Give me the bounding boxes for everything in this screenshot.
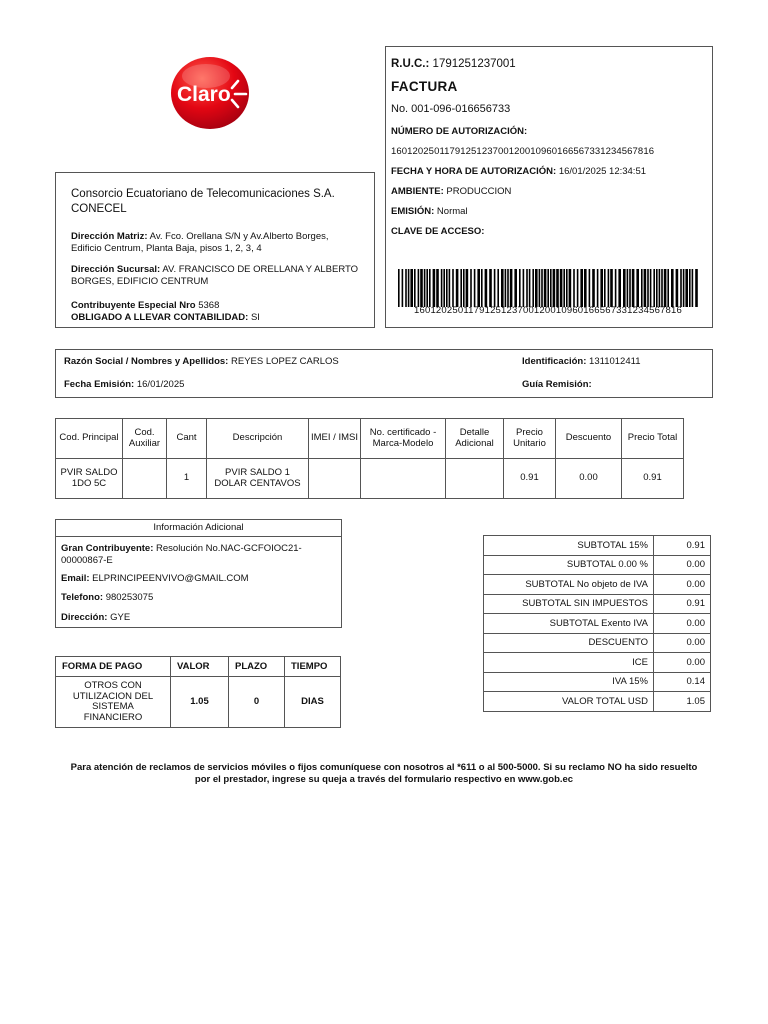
barcode-bar	[667, 269, 669, 307]
direccion-label: Dirección:	[61, 612, 108, 623]
total-row	[484, 672, 711, 692]
total-label: IVA 15%	[484, 672, 654, 692]
barcode-bar	[420, 269, 423, 307]
auth-number: 1601202501179125123700120010960166567331234567816	[391, 146, 655, 157]
barcode-bar	[553, 269, 556, 307]
barcode-bar	[573, 269, 575, 307]
svg-text:Claro: Claro	[177, 83, 231, 106]
cliente-box	[55, 349, 713, 398]
total-value: 1.05	[654, 692, 711, 712]
cell-cod-principal: PVIR SALDO 1DO 5C	[56, 459, 123, 499]
barcode-bar	[695, 269, 698, 307]
claro-logo	[170, 56, 256, 130]
invoice-number: No. 001-096-016656733	[391, 103, 511, 115]
barcode-bar	[623, 269, 626, 307]
col-plazo: PLAZO	[229, 657, 285, 677]
total-value: 0.00	[654, 633, 711, 653]
total-label: SUBTOTAL Exento IVA	[484, 614, 654, 634]
barcode-bar	[408, 269, 410, 307]
emision	[391, 206, 712, 217]
barcode-bar	[456, 269, 459, 307]
barcode-bar	[494, 269, 496, 307]
fecha-emision-label: Fecha Emisión:	[64, 379, 135, 390]
direccion-sucursal	[71, 264, 360, 287]
cell-plazo: 0	[229, 677, 285, 728]
cell-forma: OTROS CON UTILIZACION DEL SISTEMA FINANCIERO	[56, 677, 171, 728]
total-value: 0.14	[654, 672, 711, 692]
barcode-bar	[398, 269, 400, 307]
barcode-bar	[580, 269, 583, 307]
ruc	[391, 58, 712, 70]
barcode-bar	[426, 269, 428, 307]
col-forma-pago: FORMA DE PAGO	[56, 657, 171, 677]
barcode-bar	[632, 269, 635, 307]
barcode-bar	[441, 269, 443, 307]
barcode-bar	[584, 269, 587, 307]
obligado-contabilidad	[71, 312, 360, 324]
sucursal-label: Dirección Sucursal:	[71, 264, 161, 275]
guia-label: Guía Remisión:	[522, 379, 592, 390]
email-label: Email:	[61, 573, 90, 584]
cell-tiempo: DIAS	[285, 677, 341, 728]
total-value: 0.00	[654, 575, 711, 595]
barcode-bar	[446, 269, 448, 307]
total-value: 0.00	[654, 555, 711, 575]
razon-label: Razón Social / Nombres y Apellidos:	[64, 356, 229, 367]
barcode-bar	[627, 269, 629, 307]
barcode-bar	[650, 269, 652, 307]
barcode-number: 1601202501179125123700120010960166567331234567816	[414, 305, 682, 316]
info-title: Información Adicional	[56, 520, 341, 537]
barcode-bar	[550, 269, 552, 307]
barcode-bar	[685, 269, 688, 307]
barcode-bar	[436, 269, 439, 307]
cell-detalle	[446, 459, 504, 499]
auth-date	[391, 166, 712, 177]
barcode-bar	[410, 269, 413, 307]
ruc-value: 1791251237001	[432, 58, 516, 70]
clave-acceso-label: CLAVE DE ACCESO:	[391, 226, 485, 237]
barcode-bar	[608, 269, 610, 307]
detail-header-row	[56, 419, 684, 459]
barcode-bar	[600, 269, 603, 307]
barcode-bar	[680, 269, 682, 307]
barcode-bar	[618, 269, 621, 307]
col-cant: Cant	[167, 419, 207, 459]
barcode-bar	[477, 269, 480, 307]
barcode-bar	[636, 269, 639, 307]
direccion	[61, 612, 130, 623]
direccion-matriz	[71, 231, 360, 254]
cell-cant: 1	[167, 459, 207, 499]
guia-remision	[522, 379, 592, 390]
cell-valor: 1.05	[171, 677, 229, 728]
barcode-bar	[577, 269, 579, 307]
telefono-value: 980253075	[105, 592, 154, 603]
total-value: 0.91	[654, 536, 711, 556]
total-label: SUBTOTAL 0.00 %	[484, 555, 654, 575]
col-descuento: Descuento	[556, 419, 622, 459]
invoice-title: FACTURA	[391, 79, 458, 94]
gran-label: Gran Contribuyente:	[61, 543, 154, 554]
barcode-bar	[514, 269, 517, 307]
barcode-bar	[653, 269, 655, 307]
barcode-bar	[569, 269, 572, 307]
barcode-bar	[689, 269, 691, 307]
pago-header-row	[56, 657, 341, 677]
contrib-value: 5368	[198, 300, 220, 311]
barcode-bar	[532, 269, 534, 307]
barcode-bar	[539, 269, 541, 307]
barcode-bar	[485, 269, 488, 307]
barcode-bar	[656, 269, 658, 307]
emision-value: Normal	[436, 206, 468, 217]
total-label: VALOR TOTAL USD	[484, 692, 654, 712]
total-row	[484, 633, 711, 653]
col-precio-total: Precio Total	[622, 419, 684, 459]
table-row	[56, 459, 684, 499]
total-value: 0.00	[654, 653, 711, 673]
barcode-icon	[398, 269, 698, 307]
barcode-bar	[424, 269, 426, 307]
razon-social	[64, 356, 339, 367]
barcode-bar	[610, 269, 613, 307]
ruc-label: R.U.C.:	[391, 58, 430, 70]
barcode-bar	[405, 269, 407, 307]
ident-value: 1311012411	[589, 356, 641, 367]
email-value: ELPRINCIPEENVIVO@GMAIL.COM	[92, 573, 249, 584]
total-label: DESCUENTO	[484, 633, 654, 653]
barcode-bar	[519, 269, 521, 307]
total-label: SUBTOTAL No objeto de IVA	[484, 575, 654, 595]
barcode-bar	[523, 269, 525, 307]
col-precio-unitario: Precio Unitario	[504, 419, 556, 459]
barcode-bar	[647, 269, 649, 307]
barcode-bar	[474, 269, 476, 307]
identificacion	[522, 356, 640, 367]
contrib-label: Contribuyente Especial Nro	[71, 300, 196, 311]
total-value: 0.91	[654, 594, 711, 614]
barcode-bar	[692, 269, 694, 307]
barcode-bar	[429, 269, 431, 307]
totals-table	[483, 535, 711, 712]
col-imei: IMEI / IMSI	[309, 419, 361, 459]
total-value: 0.00	[654, 614, 711, 634]
barcode-bar	[481, 269, 483, 307]
total-row	[484, 594, 711, 614]
barcode-bar	[489, 269, 492, 307]
barcode-bar	[470, 269, 472, 307]
barcode-bar	[664, 269, 667, 307]
barcode-bar	[414, 269, 416, 307]
barcode-bar	[659, 269, 661, 307]
cell-cod-auxiliar	[123, 459, 167, 499]
barcode-bar	[604, 269, 606, 307]
info-adicional-box	[55, 519, 342, 628]
obligado-label: OBLIGADO A LLEVAR CONTABILIDAD:	[71, 311, 249, 323]
cell-certificado	[361, 459, 446, 499]
barcode-bar	[556, 269, 559, 307]
col-valor: VALOR	[171, 657, 229, 677]
ambiente-label: AMBIENTE:	[391, 186, 444, 197]
cell-imei	[309, 459, 361, 499]
col-tiempo: TIEMPO	[285, 657, 341, 677]
cell-descripcion: PVIR SALDO 1 DOLAR CENTAVOS	[207, 459, 309, 499]
barcode-bar	[671, 269, 674, 307]
barcode-bar	[526, 269, 528, 307]
barcode-bar	[452, 269, 454, 307]
barcode-bar	[644, 269, 647, 307]
barcode-bar	[683, 269, 685, 307]
cell-precio-unitario: 0.91	[504, 459, 556, 499]
razon-value: REYES LOPEZ CARLOS	[231, 356, 339, 367]
col-detalle: Detalle Adicional	[446, 419, 504, 459]
direccion-value: GYE	[110, 612, 131, 623]
email	[61, 573, 249, 584]
matriz-label: Dirección Matriz:	[71, 231, 148, 242]
barcode-bar	[563, 269, 565, 307]
barcode-bar	[544, 269, 547, 307]
barcode-bar	[560, 269, 563, 307]
total-row	[484, 536, 711, 556]
barcode-bar	[443, 269, 445, 307]
footer-line-2: por el prestador, ingrese su queja a través del formulario respectivo en www.gob.ec	[194, 774, 574, 785]
barcode-bar	[510, 269, 513, 307]
table-row	[56, 677, 341, 728]
barcode-bar	[541, 269, 543, 307]
col-descripcion: Descripción	[207, 419, 309, 459]
total-label: ICE	[484, 653, 654, 673]
emisor-box	[55, 172, 375, 328]
total-row	[484, 575, 711, 595]
barcode-bar	[433, 269, 436, 307]
footer-notice	[40, 762, 728, 786]
barcode-bar	[449, 269, 451, 307]
barcode-bar	[547, 269, 549, 307]
total-row	[484, 653, 711, 673]
ident-label: Identificación:	[522, 356, 587, 367]
forma-pago-table	[55, 656, 341, 728]
barcode-bar	[501, 269, 504, 307]
barcode-bar	[676, 269, 679, 307]
cell-precio-total: 0.91	[622, 459, 684, 499]
telefono-label: Telefono:	[61, 592, 104, 603]
company-name: Consorcio Ecuatoriano de Telecomunicaciones S.A. CONECEL	[71, 188, 335, 215]
obligado-value: SI	[250, 311, 260, 323]
auth-label: NÚMERO DE AUTORIZACIÓN:	[391, 126, 528, 137]
emision-label: EMISIÓN:	[391, 206, 435, 217]
cell-descuento: 0.00	[556, 459, 622, 499]
telefono	[61, 592, 153, 603]
barcode-bar	[463, 269, 465, 307]
ambiente-value: PRODUCCION	[446, 186, 512, 197]
total-row	[484, 692, 711, 712]
barcode-bar	[460, 269, 462, 307]
barcode-bar	[566, 269, 568, 307]
total-label: SUBTOTAL 15%	[484, 536, 654, 556]
barcode-bar	[589, 269, 591, 307]
barcode-bar	[592, 269, 595, 307]
total-row	[484, 614, 711, 634]
auth-date-value: 16/01/2025 12:34:51	[558, 166, 647, 177]
gran-value: Resolución No.NAC-GCFOIOC21-00000867-E	[61, 543, 302, 566]
gran-contribuyente	[61, 543, 331, 566]
barcode-bar	[505, 269, 507, 307]
contribuyente-especial	[71, 300, 360, 312]
sucursal-value: AV. FRANCISCO DE ORELLANA Y ALBERTO BORGES, EDIFICIO CENTRUM	[71, 264, 359, 287]
factura-box	[385, 46, 713, 328]
total-row	[484, 555, 711, 575]
barcode-bar	[629, 269, 631, 307]
barcode-bar	[507, 269, 509, 307]
col-cod-auxiliar: Cod. Auxiliar	[123, 419, 167, 459]
barcode-bar	[402, 269, 404, 307]
barcode-bar	[418, 269, 420, 307]
footer-line-1: Para atención de reclamos de servicios móviles o fijos comuníquese con nosotros al *611 o al 500-5000. Si su reclamo NO ha sido resuelto	[70, 762, 698, 773]
barcode-bar	[497, 269, 499, 307]
col-certificado: No. certificado - Marca-Modelo	[361, 419, 446, 459]
ambiente	[391, 186, 712, 197]
barcode-bar	[466, 269, 469, 307]
barcode-bar	[615, 269, 617, 307]
barcode-bar	[641, 269, 643, 307]
barcode-bar	[535, 269, 538, 307]
fecha-emision	[64, 379, 184, 390]
barcode-bar	[597, 269, 599, 307]
fecha-emision-value: 16/01/2025	[136, 379, 185, 390]
col-cod-principal: Cod. Principal	[56, 419, 123, 459]
auth-date-label: FECHA Y HORA DE AUTORIZACIÓN:	[391, 166, 557, 177]
detail-table	[55, 418, 684, 499]
matriz-value: Av. Fco. Orellana S/N y Av.Alberto Borges, Edificio Centrum, Planta Baja, pisos 1, 2, 3, 4	[71, 231, 329, 254]
barcode-bar	[661, 269, 663, 307]
total-label: SUBTOTAL SIN IMPUESTOS	[484, 594, 654, 614]
barcode-bar	[529, 269, 531, 307]
